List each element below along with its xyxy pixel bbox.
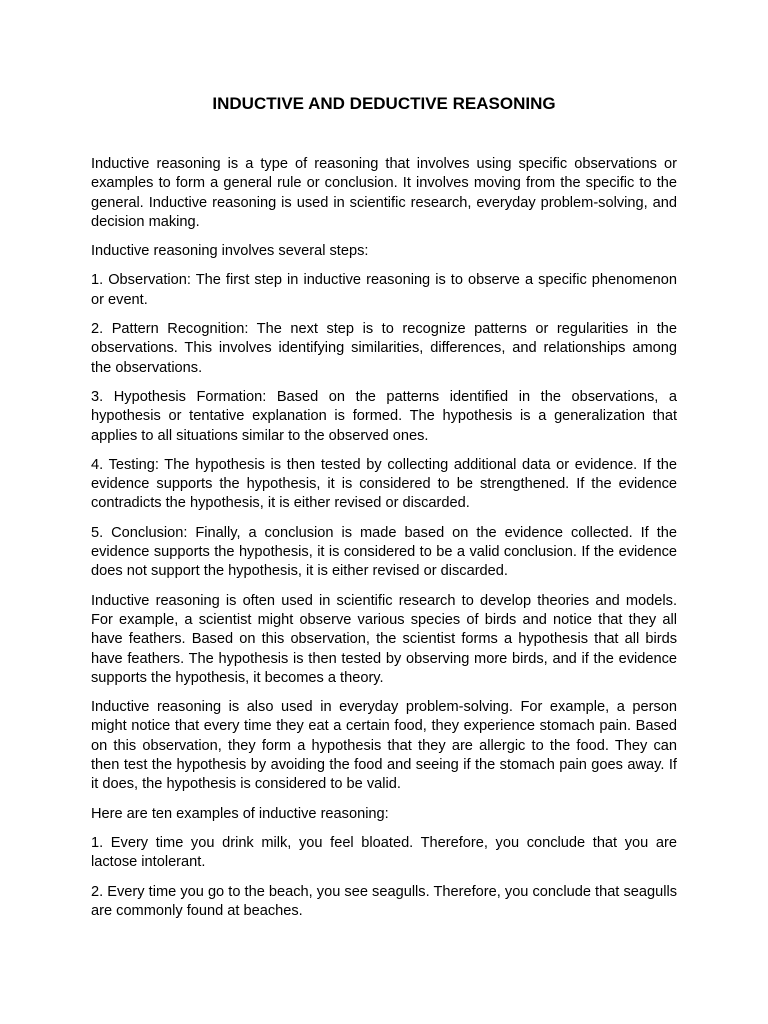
paragraph-example-2: 2. Every time you go to the beach, you see seagulls. Therefore, you conclude that seagulls are commonly found at beaches. [91,883,677,919]
paragraph-step-hypothesis-formation: 3. Hypothesis Formation: Based on the patterns identified in the observations, a hypothesis or tentative explanation is formed. The hypothesis is a generalization that applies to all situations similar to the observed ones. [91,388,677,444]
paragraph-step-testing: 4. Testing: The hypothesis is then tested by collecting additional data or evidence. If the evidence supports the hypothesis, it is considered to be strengthened. If the evidence contradicts the hypothesis, it is either revised or discarded. [91,456,677,512]
paragraph-examples-intro: Here are ten examples of inductive reasoning: [91,805,389,822]
paragraph-intro: Inductive reasoning is a type of reasoning that involves using specific observations or examples to form a general rule or conclusion. It involves moving from the specific to the general. Inductive reasoning is used in scientific research, everyday problem-solving, and decision making. [91,156,677,230]
paragraph-step-pattern-recognition: 2. Pattern Recognition: The next step is to recognize patterns or regularities in the observations. This involves identifying similarities, differences, and relationships among the observations. [91,321,677,376]
paragraph-step-conclusion: 5. Conclusion: Finally, a conclusion is made based on the evidence collected. If the evidence supports the hypothesis, it is considered to be a valid conclusion. If the evidence does not support the hypothesis, it is either revised or discarded. [91,524,677,580]
paragraph-step-observation: 1. Observation: The first step in inductive reasoning is to observe a specific phenomenon or event. [91,272,677,308]
paragraph-everyday-problem-solving: Inductive reasoning is also used in everyday problem-solving. For example, a person might notice that every time they eat a certain food, they experience stomach pain. Based on this observation, they form a hypothesis that they are allergic to the food. They can then test the hypothesis by avoiding the food and seeing if the stomach pain goes away. If it does, the hypothesis is considered to be valid. [91,699,677,793]
paragraph-steps-intro: Inductive reasoning involves several steps: [91,243,369,260]
document-body [91,155,677,931]
paragraph-example-1: 1. Every time you drink milk, you feel bloated. Therefore, you conclude that you are lactose intolerant. [91,834,677,871]
document-title: INDUCTIVE AND DEDUCTIVE REASONING [212,94,556,113]
paragraph-scientific-research: Inductive reasoning is often used in scientific research to develop theories and models. For example, a scientist might observe various species of birds and notice that they all have feathers. Based on this observation, the scientist forms a hypothesis that all birds have feathers. The hypothesis is then tested by observing more birds, and if the evidence supports the hypothesis, it becomes a theory. [91,592,677,686]
